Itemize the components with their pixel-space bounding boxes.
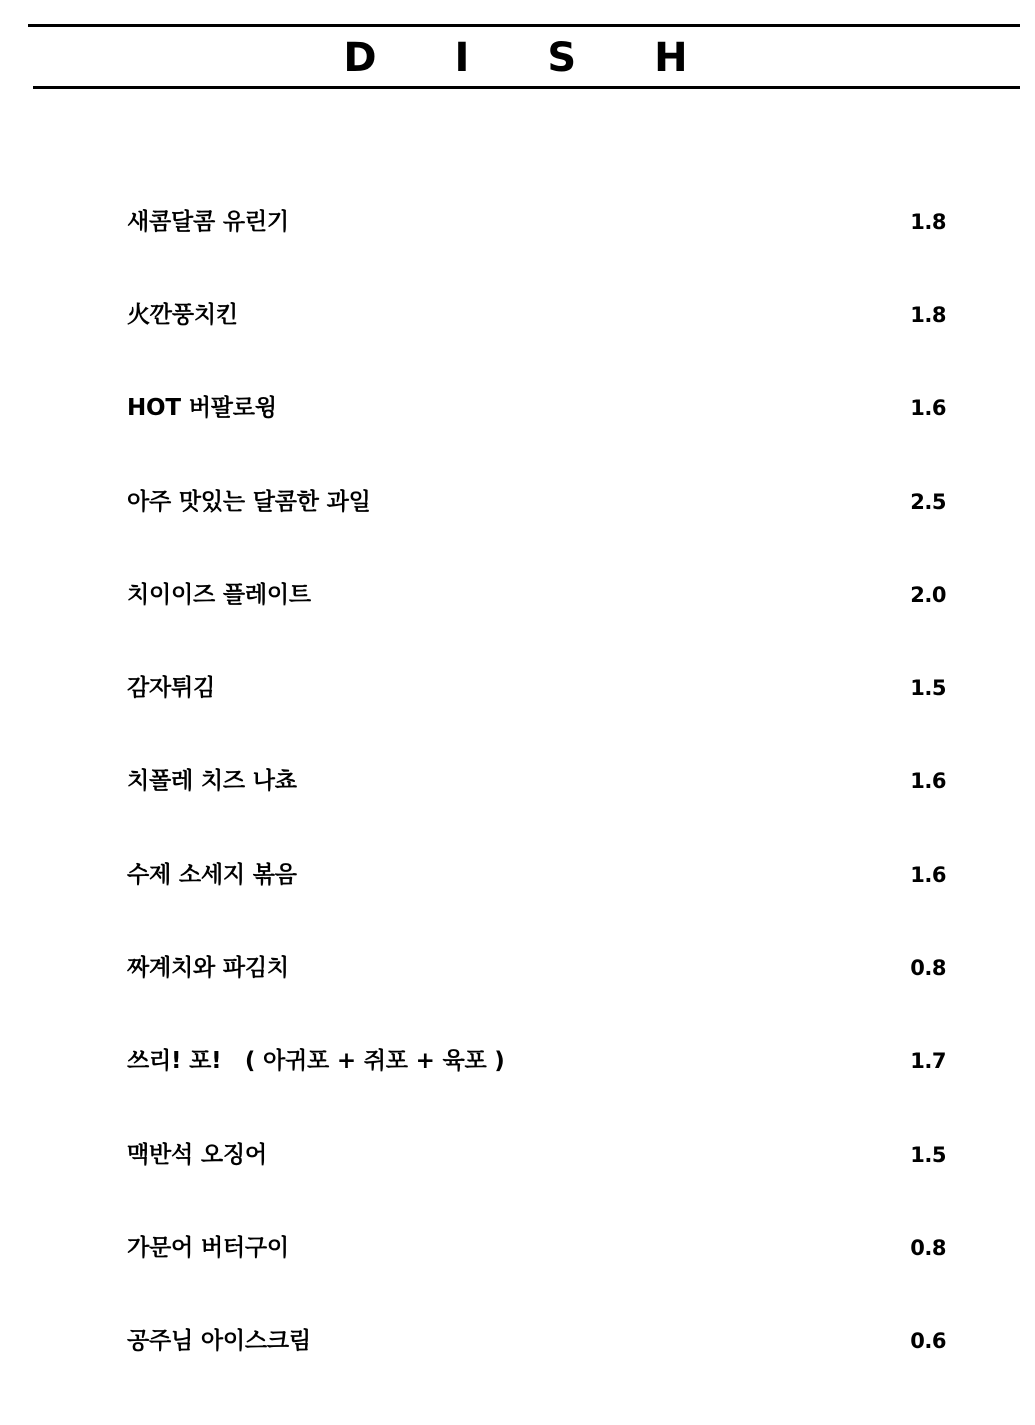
title-bottom-rule <box>33 86 1020 89</box>
menu-item-price: 0.6 <box>910 1329 946 1354</box>
menu-item-price: 1.6 <box>910 769 946 794</box>
menu-item-name: 치폴레 치즈 나쵸 <box>127 768 297 795</box>
menu-item <box>127 1108 946 1201</box>
menu-item-price: 1.8 <box>910 209 946 234</box>
menu-item-price: 1.6 <box>910 862 946 887</box>
menu-item <box>127 1201 946 1294</box>
menu-item <box>127 1015 946 1108</box>
menu-item-name: 치이이즈 플레이트 <box>127 581 311 608</box>
menu-title: D I S H <box>343 35 720 81</box>
menu-item <box>127 735 946 828</box>
menu-item-price: 1.5 <box>910 1142 946 1167</box>
menu-item-price: 0.8 <box>910 956 946 981</box>
menu-item <box>127 548 946 641</box>
menu-item <box>127 455 946 548</box>
menu-item-price: 1.8 <box>910 302 946 327</box>
menu-item <box>127 268 946 361</box>
menu-item-price: 0.8 <box>910 1235 946 1260</box>
menu-item-price: 1.7 <box>910 1049 946 1074</box>
menu-item-name: 火깐풍치킨 <box>127 301 238 328</box>
menu-item <box>127 175 946 268</box>
menu-item <box>127 362 946 455</box>
menu-item-name: HOT 버팔로윙 <box>127 395 277 422</box>
menu-item-name: 짜계치와 파김치 <box>127 955 289 982</box>
dish-menu-list <box>127 175 946 1388</box>
menu-item-price: 1.6 <box>910 396 946 421</box>
menu-item-price: 1.5 <box>910 676 946 701</box>
menu-item <box>127 641 946 734</box>
menu-item <box>127 921 946 1014</box>
menu-item-price: 2.5 <box>910 489 946 514</box>
menu-item-name: 맥반석 오징어 <box>127 1141 267 1168</box>
menu-item <box>127 828 946 921</box>
menu-item-price: 2.0 <box>910 582 946 607</box>
menu-item-name: 감자튀김 <box>127 675 216 702</box>
title-top-rule <box>28 24 1020 27</box>
menu-item-name: 공주님 아이스크림 <box>127 1328 311 1355</box>
menu-item-name: 쓰리! 포! ( 아귀포 + 쥐포 + 육포 ) <box>127 1048 505 1075</box>
menu-item-name: 가문어 버터구이 <box>127 1234 289 1261</box>
menu-item-name: 새콤달콤 유린기 <box>127 208 289 235</box>
menu-item-name: 수제 소세지 볶음 <box>127 861 297 888</box>
menu-item <box>127 1295 946 1388</box>
menu-item-name: 아주 맛있는 달콤한 과일 <box>127 488 371 515</box>
